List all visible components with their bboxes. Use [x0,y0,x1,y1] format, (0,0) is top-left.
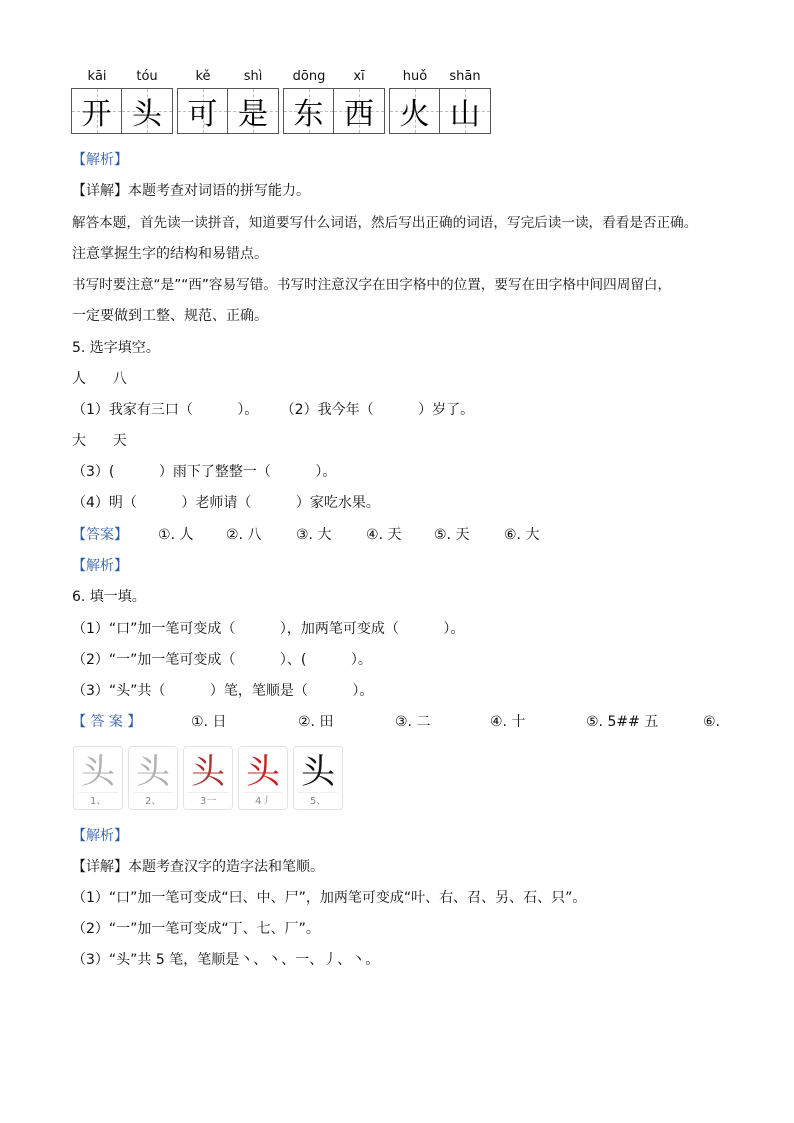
q5-answer-5: ⑤. 天 [434,527,470,543]
q6-answer-6: ⑥. [703,714,721,730]
q5-title: 5. 选字填空。 [72,340,160,356]
q6-answer-1: ①. 日 [191,714,227,730]
stroke-char-glyph: 头 [301,752,335,792]
stroke-order-card-5 [293,746,343,810]
pinyin-xi: xī [353,69,365,84]
q6-detail-1: （1）“口”加一笔可变成“曰、中、尸”，加两笔可变成“叶、右、召、另、石、只”。 [72,890,587,906]
stroke-step-label: 3一 [200,796,217,807]
q6-answer-5: ⑤. 5## 五 [586,714,659,730]
tianzige-cell [334,89,384,133]
q6-question-3: （3）“头”共（ ）笔，笔顺是（ ）。 [72,683,374,699]
tianzige-word-4 [389,88,491,134]
grid-char: 西 [344,97,374,132]
stroke-step-label: 2、 [145,796,162,807]
q4-jiexi-label: 【解析】 [72,152,128,168]
q6-jiexi-label: 【解析】 [72,828,128,844]
q5-question-3: （3）( ）雨下了整整一（ ）。 [72,464,337,480]
q5-jiexi-label: 【解析】 [72,558,128,574]
q5-question-1-2: （1）我家有三口（ ）。 （2）我今年（ ）岁了。 [72,402,475,418]
q5-choice-group-2: 大 天 [72,433,127,449]
tianzige-cell [228,89,278,133]
grid-char: 火 [399,97,430,132]
q5-answer-6: ⑥. 大 [504,527,540,543]
stroke-order-card-2 [128,746,178,810]
pinyin-shan: shān [449,69,481,84]
tianzige-cell [178,89,228,133]
stroke-step-label: 4丿 [255,796,272,807]
tianzige-cell [122,89,172,133]
pinyin-shi: shì [243,69,263,84]
q6-answer-3: ③. 二 [395,714,431,730]
pinyin-huo: huǒ [402,69,428,84]
q5-answer-1: ①. 人 [158,527,194,543]
grid-char: 山 [450,97,480,132]
stroke-char-glyph: 头 [81,752,115,792]
grid-char: 头 [132,97,162,132]
stroke-char-glyph: 头 [136,752,170,792]
q5-answer-2: ②. 八 [226,527,262,543]
grid-char: 东 [293,97,324,132]
stroke-order-card-1 [73,746,123,810]
q5-choice-group-1: 人 八 [72,371,127,387]
tianzige-word-1 [71,88,173,134]
q4-paragraph-3: 书写时要注意“是”“西”容易写错。书写时注意汉字在田字格中的位置，要写在田字格中间四周留白， [72,277,672,293]
grid-char: 可 [187,97,218,132]
pinyin-ke: kě [195,69,211,84]
grid-char: 是 [238,97,268,132]
q6-detail-3: （3）“头”共 5 笔，笔顺是丶、丶、一、丿、丶。 [72,952,380,968]
pinyin-tou: tóu [136,69,158,84]
tianzige-cell [72,89,122,133]
q6-answer-4: ④. 十 [490,714,526,730]
stroke-step-label: 1、 [90,796,107,807]
q4-paragraph-4: 一定要做到工整、规范、正确。 [72,308,268,324]
q6-answer-2: ②. 田 [298,714,334,730]
q4-paragraph-1: 解答本题，首先读一读拼音，知道要写什么词语，然后写出正确的词语，写完后读一读，看看是否正确。 [72,215,698,231]
stroke-step-label: 5、 [310,796,327,807]
pinyin-kai: kāi [87,69,107,84]
q6-answer-label: 【 答 案 】 [72,714,142,730]
stroke-char-glyph: 头 [246,752,280,792]
tianzige-cell [390,89,440,133]
q5-answer-4: ④. 天 [366,527,402,543]
tianzige-word-2 [177,88,279,134]
q6-xiangjie: 【详解】本题考查汉字的造字法和笔顺。 [72,859,324,875]
q6-question-1: （1）“口”加一笔可变成（ ），加两笔可变成（ ）。 [72,621,465,637]
q4-paragraph-2: 注意掌握生字的结构和易错点。 [72,246,268,262]
q5-answer-label: 【答案】 [72,527,128,543]
stroke-order-card-4 [238,746,288,810]
grid-char: 开 [81,97,112,132]
q6-question-2: （2）“一”加一笔可变成（ ）、( ）。 [72,652,372,668]
q6-detail-2: （2）“一”加一笔可变成“丁、七、厂”。 [72,921,320,937]
pinyin-dong: dōng [292,69,326,84]
tianzige-cell [284,89,334,133]
q4-xiangjie: 【详解】本题考查对词语的拼写能力。 [72,183,310,199]
stroke-char-glyph: 头 [191,752,225,792]
q5-answer-3: ③. 大 [296,527,332,543]
q5-question-4: （4）明（ ）老师请（ ）家吃水果。 [72,495,380,511]
tianzige-word-3 [283,88,385,134]
q6-title: 6. 填一填。 [72,589,146,605]
tianzige-cell [440,89,490,133]
stroke-order-card-3 [183,746,233,810]
